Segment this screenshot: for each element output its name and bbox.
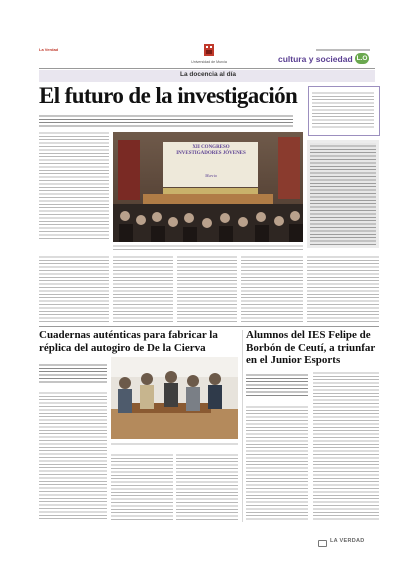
article3-body-col1 xyxy=(246,404,308,520)
article1-headline: El futuro de la investigación xyxy=(39,83,298,108)
page-badge: L.O xyxy=(356,55,368,62)
institution-logo-icon xyxy=(202,43,216,57)
photo-caption xyxy=(113,243,303,250)
article1-body-col1b xyxy=(39,254,109,324)
corner-tag: La Verdad xyxy=(39,47,59,52)
article2-body-col2 xyxy=(111,452,173,520)
article1-intro xyxy=(39,113,293,127)
congress-photo xyxy=(113,132,303,242)
footer-credit: LA VERDAD xyxy=(330,538,365,544)
photo-banner-title: XII CONGRESO INVESTIGADORES JÓVENES xyxy=(176,145,246,156)
article3-body-col2 xyxy=(313,370,379,520)
article1-body-col3 xyxy=(177,254,237,322)
article3-headline: Alumnos del IES Felipe de Borbón de Ceutí, a triunfar en el Junior Esports xyxy=(246,329,376,366)
camera-icon xyxy=(318,540,327,547)
article1-body-col1 xyxy=(39,130,109,240)
header-rule xyxy=(39,68,375,69)
article1-body-col2 xyxy=(113,254,173,322)
workshop-photo xyxy=(111,357,238,439)
date-line xyxy=(316,49,370,51)
article2-headline: Cuadernas auténticas para fabricar la réplica del autogiro de De la Cierva xyxy=(39,329,218,354)
photo-banner-sub: Murcia xyxy=(205,173,217,178)
article2-body-col3 xyxy=(176,452,238,520)
workshop-caption xyxy=(111,441,238,447)
institution-name: Universidad de Murcia xyxy=(191,60,227,64)
section-divider xyxy=(39,326,379,327)
article1-body-col4 xyxy=(241,254,303,322)
kicker: La docencia al día xyxy=(180,71,236,78)
section-label: cultura y sociedad xyxy=(278,54,353,64)
article2-intro xyxy=(39,362,107,384)
sidebar-box-text xyxy=(310,143,376,245)
column-divider xyxy=(242,330,243,522)
article1-body-col5 xyxy=(307,254,379,322)
sidebar-quote-text xyxy=(312,90,374,130)
article2-body-col1 xyxy=(39,390,107,520)
article3-intro xyxy=(246,372,308,396)
